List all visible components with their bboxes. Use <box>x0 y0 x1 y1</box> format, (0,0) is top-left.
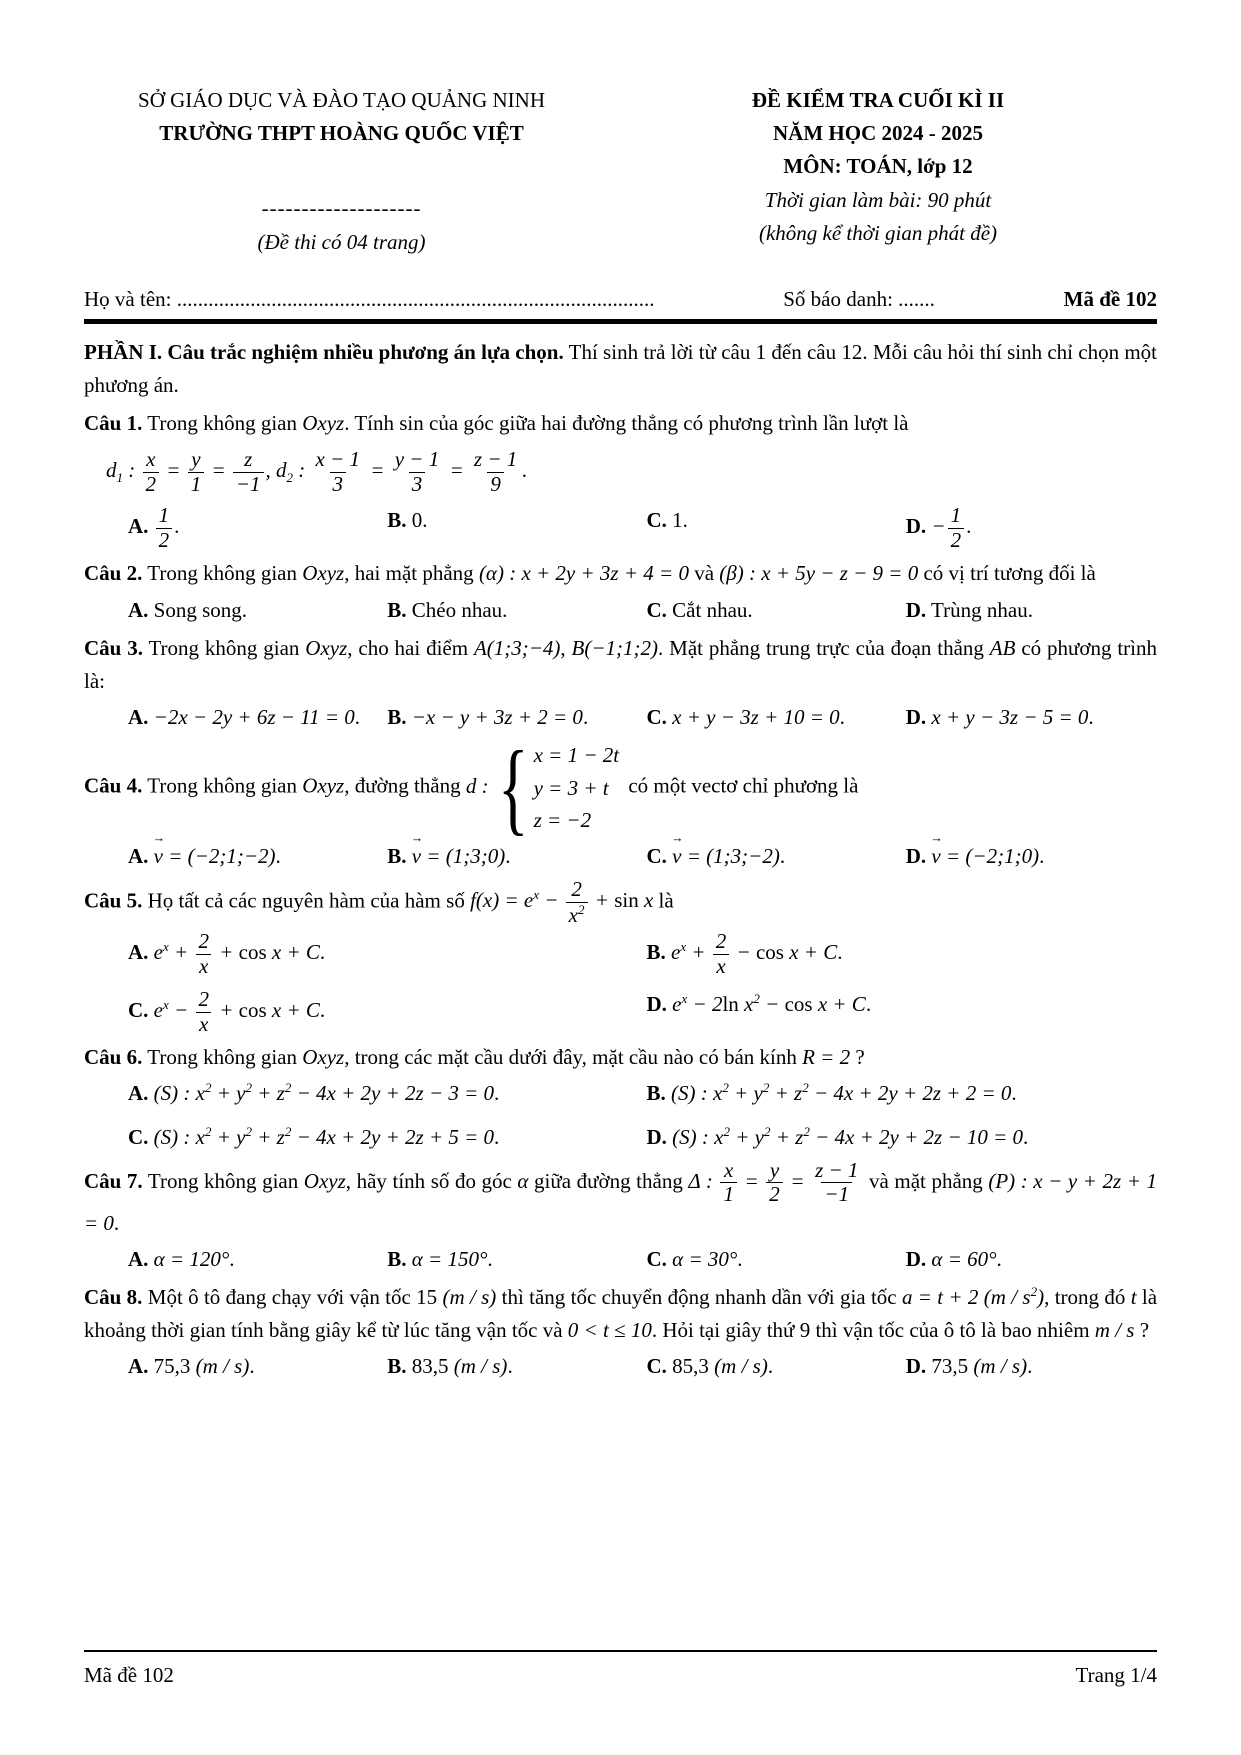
option-letter: D. <box>905 597 927 622</box>
option-text: α = 30°. <box>672 1246 743 1271</box>
question-7 <box>84 1159 1157 1276</box>
option-text: → v = (−2;1;−2). <box>152 830 281 868</box>
options-row <box>84 1243 1157 1276</box>
q7-option-b <box>387 1243 638 1276</box>
pages-note: (Đề thi có 04 trang) <box>257 229 426 254</box>
question-stem <box>84 1281 1157 1347</box>
option-text: → v = (−2;1;0). <box>930 830 1045 868</box>
candidate-number-field: Số báo danh: ....... <box>783 286 935 311</box>
options-row <box>84 1077 1157 1153</box>
q4-option-a <box>128 830 379 873</box>
department-name: SỞ GIÁO DỤC VÀ ĐÀO TẠO QUẢNG NINH <box>138 88 545 112</box>
q7-option-c <box>647 1243 898 1276</box>
q2-option-a <box>128 594 379 627</box>
header-left-block <box>84 84 599 259</box>
option-letter: A. <box>128 1081 149 1106</box>
option-letter: B. <box>387 508 407 533</box>
option-letter: C. <box>646 508 667 533</box>
q5-option-b <box>647 930 1158 978</box>
q8-option-a <box>128 1350 379 1383</box>
option-letter: C. <box>646 705 667 730</box>
option-letter: D. <box>905 705 927 730</box>
question-stem-text: Trong không gian Oxyz, cho hai điểm A(1;3;−4), B(−1;1;2). Mặt phẳng trung trực của đoạn thẳng AB có phương trình là: <box>84 635 1158 693</box>
option-letter: D. <box>646 1124 667 1149</box>
option-text: Song song. <box>153 597 248 622</box>
options-row <box>84 830 1157 873</box>
option-letter: C. <box>646 1246 667 1271</box>
option-letter: D. <box>905 1354 927 1379</box>
q6-option-c <box>128 1121 639 1154</box>
option-letter: A. <box>128 1246 149 1271</box>
school-year: NĂM HỌC 2024 - 2025 <box>773 121 983 146</box>
option-letter: A. <box>128 1354 149 1379</box>
option-text: Cắt nhau. <box>672 597 753 622</box>
question-5 <box>84 878 1157 1036</box>
question-6 <box>84 1041 1157 1154</box>
option-letter: B. <box>387 597 407 622</box>
option-letter: A. <box>128 705 149 730</box>
q2-option-d <box>906 594 1157 627</box>
question-stem-text: Trong không gian Oxyz, hai mặt phẳng (α) : x + 2y + 3z + 4 = 0 và (β) : x + 5y − z − 9 = 0 có vị trí tương đối là <box>147 561 1096 586</box>
document-header <box>84 84 1157 259</box>
option-letter: A. <box>128 843 149 868</box>
option-letter: B. <box>646 939 666 964</box>
q4-option-b <box>387 830 638 873</box>
option-text: x + y − 3z + 10 = 0. <box>672 705 845 730</box>
option-letter: B. <box>387 1354 407 1379</box>
question-stem <box>84 557 1157 590</box>
school-name: TRƯỜNG THPT HOÀNG QUỐC VIỆT <box>159 121 524 146</box>
page-footer <box>84 1650 1157 1692</box>
option-letter: A. <box>128 939 149 964</box>
q3-option-d <box>906 701 1157 734</box>
part1-heading-instructions: Thí sinh trả lời từ câu 1 đến câu 12. Mỗi câu hỏi thí sinh chỉ chọn một phương án. <box>84 339 1158 398</box>
student-info-line <box>84 283 1157 316</box>
q6-option-d <box>647 1121 1158 1154</box>
option-letter: D. <box>905 1246 927 1271</box>
question-display-math: $d_1$ : $\frac{x}{2}$ = $\frac{y}{1}$ = $\frac{z}{-1}$ , $d_2$ : $\frac{x - 1}{3}$ = $\frac{y - 1}{3}$ = $\frac{z - 1}{9}$ . <box>106 447 528 496</box>
question-stem <box>84 878 1157 927</box>
exam-code-badge: Mã đề 102 <box>1063 286 1157 311</box>
student-name-field: Họ và tên: ........................................................................................... <box>84 286 655 311</box>
time-limit: Thời gian làm bài: 90 phút <box>764 187 992 212</box>
question-label: Câu 3. <box>84 635 143 660</box>
option-letter: A. <box>128 514 149 539</box>
option-text: $e^x - 2\ln$ $x^2 - \cos x + C$. <box>672 991 872 1017</box>
option-text: $\frac{1}{2}$ . <box>154 514 180 538</box>
q8-option-b <box>387 1350 638 1383</box>
question-1 <box>84 407 1157 552</box>
option-text: $e^x$ − $\frac{2}{x}$ + cos x + C. <box>153 987 326 1036</box>
question-stem <box>84 1159 1157 1240</box>
question-3 <box>84 632 1157 735</box>
option-text: x + y − 3z − 5 = 0. <box>931 705 1094 730</box>
question-label: Câu 6. <box>84 1045 143 1070</box>
option-letter: B. <box>387 843 407 868</box>
q7-option-a <box>128 1243 379 1276</box>
option-text: $e^x$ + $\frac{2}{x}$ + cos x + C. <box>153 929 326 978</box>
q2-option-b <box>387 594 638 627</box>
q3-option-a <box>128 701 379 734</box>
header-rule <box>84 319 1157 324</box>
q4-option-d <box>905 830 1157 873</box>
exam-title: ĐỀ KIỂM TRA CUỐI KÌ II <box>751 88 1005 112</box>
option-text: 1. <box>672 508 688 533</box>
option-text: Chéo nhau. <box>411 597 508 622</box>
options-row <box>84 1350 1157 1383</box>
q8-option-c <box>647 1350 898 1383</box>
question-label: Câu 2. <box>84 561 143 586</box>
option-text: Trùng nhau. <box>931 597 1033 622</box>
q7-option-d <box>906 1243 1157 1276</box>
option-letter: B. <box>387 705 407 730</box>
time-note: (không kể thời gian phát đề) <box>758 220 998 245</box>
part1-heading-title: PHẦN I. Câu trắc nghiệm nhiều phương án lựa chọn. <box>84 339 564 364</box>
q2-option-c <box>647 594 898 627</box>
option-text: $e^x$ + $\frac{2}{x}$ − cos x + C. <box>671 929 843 978</box>
subject-line: MÔN: TOÁN, lớp 12 <box>783 154 973 179</box>
option-letter: B. <box>387 1246 407 1271</box>
question-stem-text: Họ tất cả các nguyên hàm của hàm số $f(x) = e^x$ − $\frac{2}{x^2}$ + sin x là <box>147 877 674 927</box>
question-2 <box>84 557 1157 626</box>
question-stem <box>84 407 1157 440</box>
option-text: α = 60°. <box>931 1246 1002 1271</box>
question-8 <box>84 1281 1157 1384</box>
option-letter: D. <box>905 843 927 868</box>
question-stem-text: Trong không gian Oxyz, đường thẳng d : { x = 1 − 2t y = 3 + t z = −2 có một vectơ chỉ phương là <box>147 729 859 845</box>
question-stem <box>84 1041 1157 1074</box>
option-letter: C. <box>646 843 667 868</box>
q5-option-c <box>128 988 639 1036</box>
option-letter: B. <box>646 1081 666 1106</box>
option-text: (S) : $x^2 + y^2 + z^2 - 4x + 2y + 2z - 3 = 0$. <box>153 1080 500 1106</box>
q1-option-c <box>647 504 898 552</box>
option-text: 0. <box>411 508 428 533</box>
option-letter: D. <box>905 514 927 539</box>
option-letter: A. <box>128 597 149 622</box>
option-text: → v = (1;3;−2). <box>671 830 786 868</box>
option-text: − $\frac{1}{2}$ . <box>931 503 972 552</box>
options-row <box>84 594 1157 627</box>
question-label: Câu 8. <box>84 1285 143 1310</box>
options-row <box>84 504 1157 552</box>
part1-heading <box>84 336 1157 402</box>
option-text: (S) : $x^2 + y^2 + z^2 - 4x + 2y + 2z + 5 = 0$. <box>153 1123 500 1149</box>
question-label: Câu 5. <box>84 888 143 913</box>
question-stem <box>84 729 1157 845</box>
option-letter: C. <box>128 998 149 1022</box>
option-text: α = 120°. <box>153 1246 235 1271</box>
q6-option-b <box>647 1077 1158 1110</box>
question-stem-text: Trong không gian Oxyz, trong các mặt cầu dưới đây, mặt cầu nào có bán kính R = 2 ? <box>147 1045 865 1070</box>
option-letter: C. <box>128 1124 149 1149</box>
option-letter: C. <box>646 597 667 622</box>
question-stem-text: Trong không gian Oxyz. Tính sin của góc giữa hai đường thẳng có phương trình lần lượt là <box>147 411 909 436</box>
options-row <box>84 930 1157 1036</box>
questions <box>84 407 1157 1383</box>
option-text: −x − y + 3z + 2 = 0. <box>411 705 589 730</box>
separator-dashes: -------------------- <box>261 196 422 221</box>
option-text: (S) : $x^2 + y^2 + z^2 - 4x + 2y + 2z + 2 = 0$. <box>671 1080 1017 1106</box>
q5-option-a <box>128 930 639 978</box>
option-letter: D. <box>646 992 667 1017</box>
question-stem-text: Trong không gian Oxyz, hãy tính số đo góc α giữa đường thẳng Δ : $\frac{x}{1}$ = $\frac{y}{2}$ = $\frac{z - 1}{-1}$ và mặt phẳng (P) : x − y + 2z + 1 = 0. <box>84 1157 1158 1235</box>
q5-option-d <box>647 988 1158 1036</box>
question-stem-text: Một ô tô đang chạy với vận tốc 15 (m / s) thì tăng tốc chuyển động nhanh dần với gia tốc a = t + 2 $(m / s^2)$, trong đó t là khoảng thời gian tính bằng giây kể từ lúc tăng vận tốc và 0 < t ≤ 10. Hỏi tại giây thứ 9 thì vận tốc của ô tô là bao nhiêm m / s ? <box>84 1284 1158 1343</box>
header-right-block <box>599 84 1157 259</box>
footer-exam-code: Mã đề 102 <box>84 1663 174 1687</box>
footer-page-number: Trang 1/4 <box>1075 1663 1157 1687</box>
question-label: Câu 4. <box>84 773 143 798</box>
option-text: 73,5 (m / s). <box>931 1354 1033 1379</box>
q3-option-c <box>647 701 898 734</box>
option-text: −2x − 2y + 6z − 11 = 0. <box>153 705 361 730</box>
option-letter: C. <box>646 1354 667 1379</box>
q8-option-d <box>906 1350 1157 1383</box>
options-row <box>84 701 1157 734</box>
question-label: Câu 1. <box>84 411 143 436</box>
option-text: 83,5 (m / s). <box>411 1354 513 1379</box>
option-text: (S) : $x^2 + y^2 + z^2 - 4x + 2y + 2z - 10 = 0$. <box>672 1123 1029 1149</box>
option-text: → v = (1;3;0). <box>410 830 511 868</box>
q4-option-c <box>646 830 898 873</box>
q1-option-d <box>906 504 1157 552</box>
q1-option-a <box>128 504 379 552</box>
q1-option-b <box>387 504 638 552</box>
option-text: 85,3 (m / s). <box>672 1354 774 1379</box>
q6-option-a <box>128 1077 639 1110</box>
option-text: 75,3 (m / s). <box>153 1354 255 1379</box>
question-stem <box>84 632 1157 698</box>
question-4 <box>84 729 1157 873</box>
option-text: α = 150°. <box>411 1246 493 1271</box>
question-label: Câu 7. <box>84 1168 143 1193</box>
